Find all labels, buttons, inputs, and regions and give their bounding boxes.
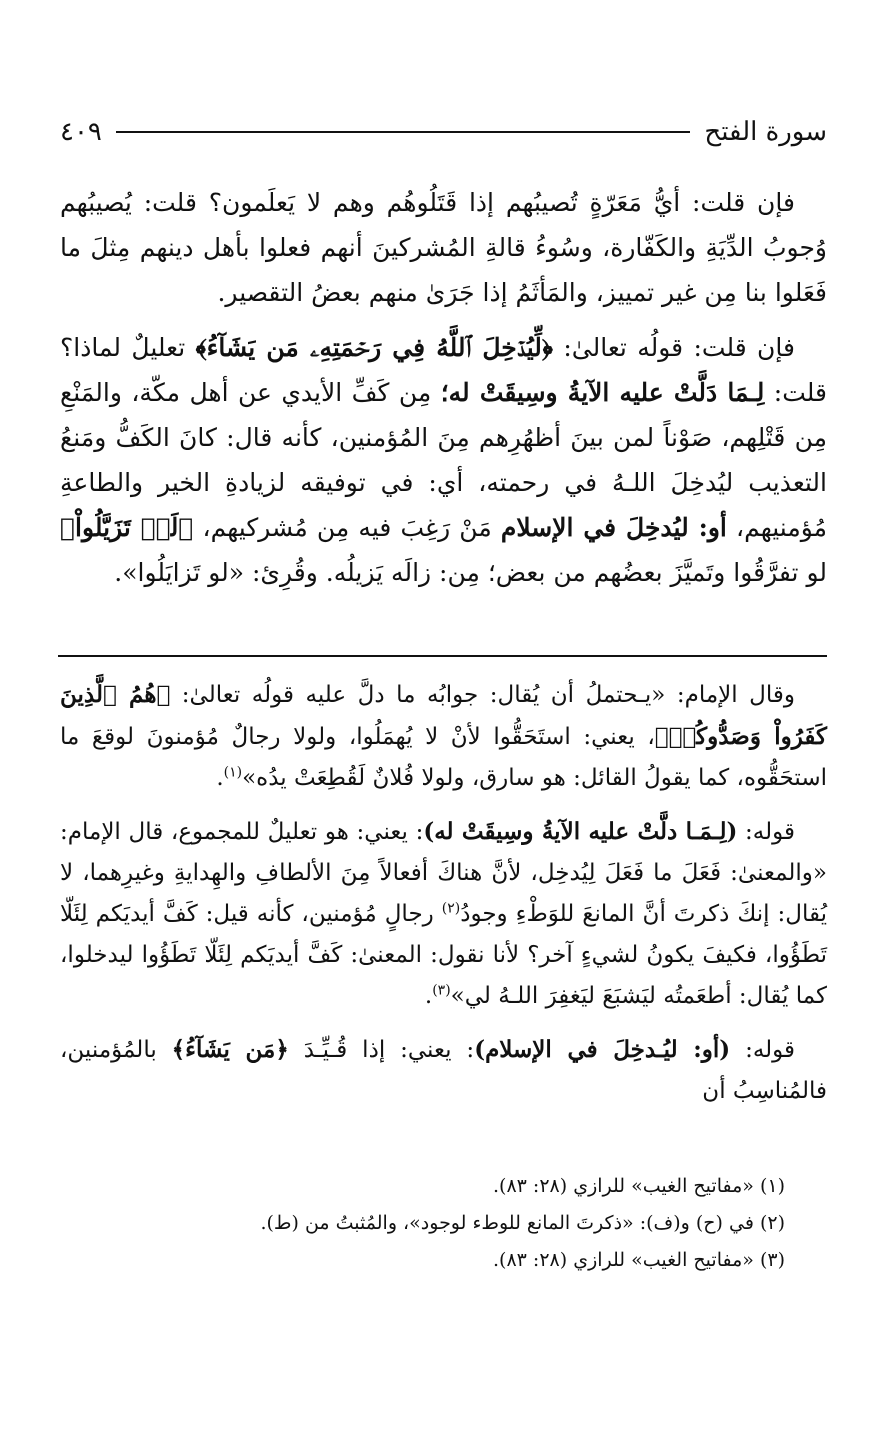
- main-text-segment: مِن كَفِّ الأيدي عن أهل مكّة، والمَنْعِ مِن قَتْلِهم، صَوْناً لمن بينَ أظهُرِهم مِنَ المُؤمنين، كأنه قال: كانَ الكَفُّ ومَنعُ التعذيب ليُدخِلَ اللـهُ في رحمته، أي: في توفيقه لزيادةِ الخير والطاعةِ مُؤمنيهم،: [60, 378, 828, 542]
- footnote-ref: (٢): [441, 900, 461, 917]
- commentary: [60, 674, 827, 1124]
- header-rule: [116, 131, 691, 133]
- bold-phrase: (لِـمَـا دلَّتْ عليه الآيةُ وسِيقَتْ له): [423, 818, 738, 845]
- page-number: ٤٠٩: [60, 117, 102, 147]
- footnote-2: (٢) في (ح) و(ف): «ذكرتَ المانع للوطء لوجود»، والمُثبتُ من (ط).: [260, 1212, 785, 1234]
- main-text-segment: فإن قلت: قولُه تعالىٰ:: [563, 333, 795, 362]
- bold-phrase: (أو: ليُـدخِلَ في الإسلام): [474, 1036, 731, 1063]
- footnote-1: (١) «مفاتيح الغيب» للرازي (٢٨: ٨٣).: [493, 1175, 785, 1197]
- chapter-title: سورة الفتح: [704, 117, 827, 147]
- commentary-segment: : يعني: إذا قُـيِّـدَ: [303, 1037, 475, 1063]
- main-paragraph-2: [60, 325, 827, 595]
- commentary-segment: وقال الإمام: «يـحتملُ أن يُقال: جوابُه ما دلَّ عليه قولُه تعالىٰ:: [181, 682, 795, 708]
- bold-phrase: لِـمَا دَلَّتْ عليه الآيةُ وسِيقَتْ له؛: [440, 378, 765, 407]
- commentary-segment: رجالٍ مُؤمنين، كأنه قيل: كَفَّ أيديَكم لِئَلّا تَطَؤُوا، فكيفَ يكونُ لشيءٍ آخر؟ لأنا نقول: المعنىٰ: كَفَّ أيديَكم لِئَلّا تَطَؤُوا ليدخلوا، كما يُقال: أطعَمتُه ليَشبَعَ ليَغفِرَ اللـهُ لي»: [60, 901, 827, 1009]
- main-text-segment: لو تفرَّقُوا وتَميَّزَ بعضُهم من بعض؛ مِن: زالَه يَزيلُه. وقُرِئ: «لو تَزايَلُوا».: [114, 558, 827, 587]
- main-text: [60, 180, 827, 605]
- main-text-segment: مَنْ رَغِبَ فيه مِن مُشركيهم،: [202, 513, 492, 542]
- quran-verse: ﴿مَن يَشَآءُ﴾: [171, 1036, 289, 1063]
- footnotes: [60, 1168, 785, 1279]
- main-text-segment: تعليلٌ لماذا؟ قلت:: [60, 333, 827, 407]
- page-header: [60, 112, 827, 152]
- commentary-paragraph-2: [60, 811, 827, 1017]
- commentary-paragraph-3: [60, 1029, 827, 1112]
- commentary-segment: ، يعني: استَحَقُّوا لأنْ لا يُهمَلُوا، ولولا رجالٌ مُؤمنونَ لوقعَ ما استحَقُّوه، كما يقولُ القائل: هو سارق، ولولا فُلانٌ لَقُطِعَتْ يدُه»: [60, 724, 827, 791]
- commentary-segment: بالمُؤمنين، فالمُناسِبُ أن: [60, 1037, 827, 1104]
- footnote-ref: (٣): [432, 982, 451, 999]
- main-text-segment: فإن قلت: أيُّ مَعَرّةٍ تُصيبُهم إذا قَتَلُوهُم وهم لا يَعلَمون؟ قلت: يُصيبُهم وُجوبُ الدِّيَةِ والكَفّارة، وسُوءُ قالةِ المُشركينَ أنهم فعلوا بأهل دينهم مِثلَ ما فَعَلوا بنا مِن غير تمييز، والمَأثَمُ إذا جَرَىٰ منهم بعضُ التقصير.: [60, 188, 827, 307]
- quran-verse: ﴿لِّيُدۡخِلَ ٱللَّهُ فِي رَحۡمَتِهِۦ مَن يَشَآءُ﴾: [195, 333, 553, 362]
- commentary-segment: .: [216, 765, 224, 791]
- footnote-3: (٣) «مفاتيح الغيب» للرازي (٢٨: ٨٣).: [493, 1249, 785, 1271]
- commentary-segment: : يعني: هو تعليلٌ للمجموع، قال الإمام: «والمعنىٰ: فَعَلَ ما فَعَلَ لِيُدخِل، لأنَّ هناكَ أفعالاً مِنَ الألطافِ والهِدايةِ وغيرِهما، لا يُقال: إنكَ ذكرتَ أنَّ المانعَ للوَطْءِ وجودُ: [60, 819, 827, 927]
- main-paragraph-1: [60, 180, 827, 315]
- commentary-segment: قوله:: [745, 1037, 796, 1063]
- quran-verse: ﴿لَوۡ تَزَيَّلُواْ﴾: [60, 513, 194, 542]
- commentary-paragraph-1: [60, 674, 827, 799]
- quran-verse: ﴿هُمُ ٱلَّذِينَ كَفَرُواْ وَصَدُّوكُمۡ﴾: [60, 681, 828, 750]
- section-divider: [58, 655, 827, 657]
- footnote-ref: (١): [223, 764, 243, 781]
- commentary-segment: .: [424, 983, 433, 1009]
- commentary-segment: قوله:: [745, 819, 795, 845]
- bold-phrase: أو: ليُدخِلَ في الإسلام: [500, 513, 727, 542]
